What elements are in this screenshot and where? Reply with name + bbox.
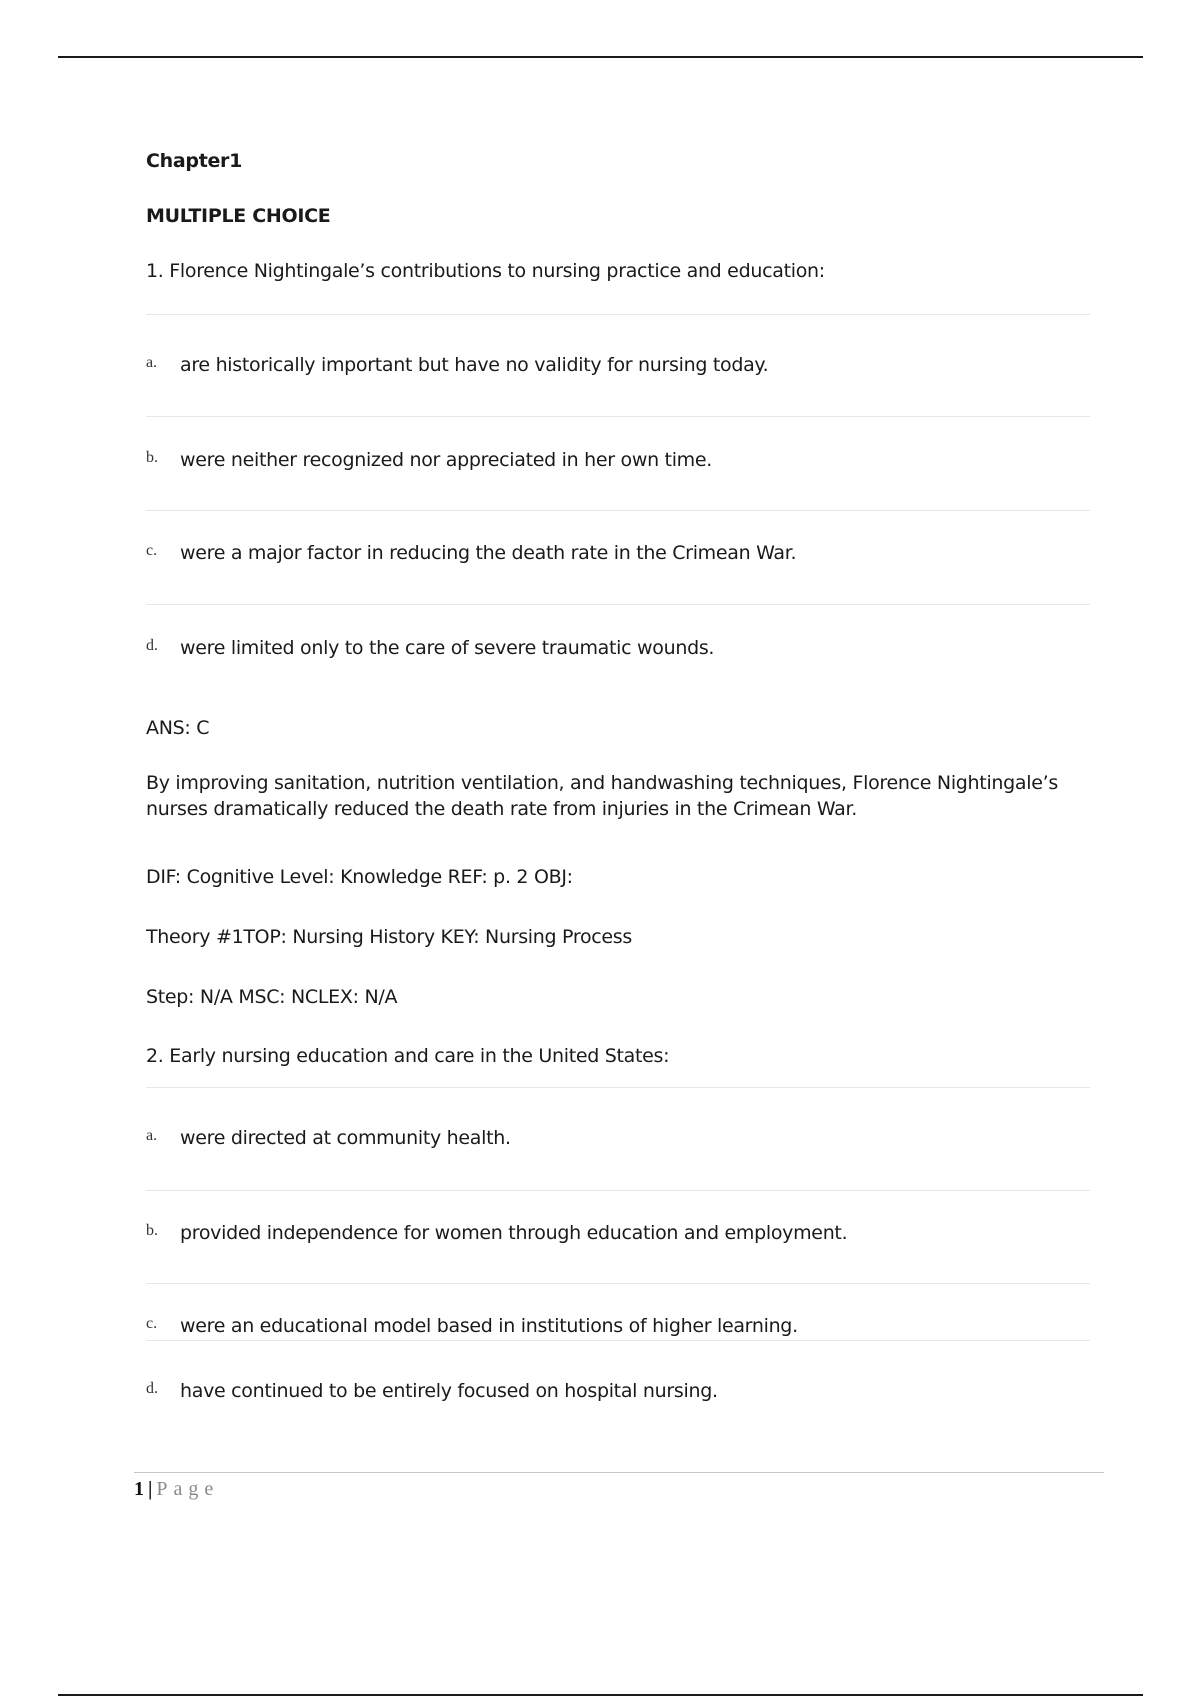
question-2-option-a: [146, 1125, 1090, 1151]
option-letter: a.: [146, 354, 158, 371]
page-label: Page: [156, 1478, 220, 1500]
footer-rule: [134, 1472, 1104, 1473]
separator-line: [146, 1087, 1090, 1088]
question-1-option-c: [146, 540, 1090, 566]
page-number: 1: [134, 1478, 144, 1500]
chapter-title: Chapter1: [146, 150, 243, 172]
meta-topic: Theory #1TOP: Nursing History KEY: Nursing Process: [146, 926, 632, 948]
option-letter: c.: [146, 1315, 158, 1332]
question-1-option-a: [146, 352, 1090, 378]
option-letter: d.: [146, 1380, 158, 1397]
option-text: were directed at community health.: [180, 1127, 511, 1149]
separator-line: [146, 416, 1090, 417]
rationale: By improving sanitation, nutrition ventilation, and handwashing techniques, Florence Nightingale’s nurses dramatically reduced the death rate from injuries in the Crimean War.: [146, 772, 1058, 820]
option-text: provided independence for women through education and employment.: [180, 1222, 848, 1244]
question-2-stem: 2. Early nursing education and care in the United States:: [146, 1045, 670, 1067]
page-footer: [134, 1478, 219, 1501]
question-1-stem: 1. Florence Nightingale’s contributions to nursing practice and education:: [146, 260, 825, 282]
option-text: were limited only to the care of severe traumatic wounds.: [180, 637, 715, 659]
question-2-option-c: [146, 1313, 1090, 1339]
top-rule: [58, 56, 1143, 58]
meta-nclex: Step: N/A MSC: NCLEX: N/A: [146, 986, 398, 1008]
option-text: were an educational model based in institutions of higher learning.: [180, 1315, 798, 1337]
footer-separator: |: [148, 1478, 153, 1500]
option-letter: d.: [146, 637, 158, 654]
option-text: are historically important but have no validity for nursing today.: [180, 354, 769, 376]
separator-line: [146, 510, 1090, 511]
question-2-option-d: [146, 1378, 1090, 1404]
option-text: have continued to be entirely focused on hospital nursing.: [180, 1380, 718, 1402]
question-1-option-d: [146, 635, 1090, 661]
meta-difficulty: DIF: Cognitive Level: Knowledge REF: p. 2 OBJ:: [146, 866, 573, 888]
option-letter: b.: [146, 1222, 158, 1239]
option-letter: a.: [146, 1127, 158, 1144]
separator-line: [146, 1283, 1090, 1284]
separator-line: [146, 1340, 1090, 1341]
question-1-option-b: [146, 447, 1090, 473]
option-text: were neither recognized nor appreciated in her own time.: [180, 449, 713, 471]
separator-line: [146, 314, 1090, 315]
separator-line: [146, 604, 1090, 605]
question-2-option-b: [146, 1220, 1090, 1246]
separator-line: [146, 1190, 1090, 1191]
option-letter: c.: [146, 542, 158, 559]
answer-key: ANS: C: [146, 717, 210, 739]
section-title: MULTIPLE CHOICE: [146, 205, 331, 227]
option-text: were a major factor in reducing the death rate in the Crimean War.: [180, 542, 797, 564]
bottom-rule: [58, 1694, 1143, 1696]
option-letter: b.: [146, 449, 158, 466]
